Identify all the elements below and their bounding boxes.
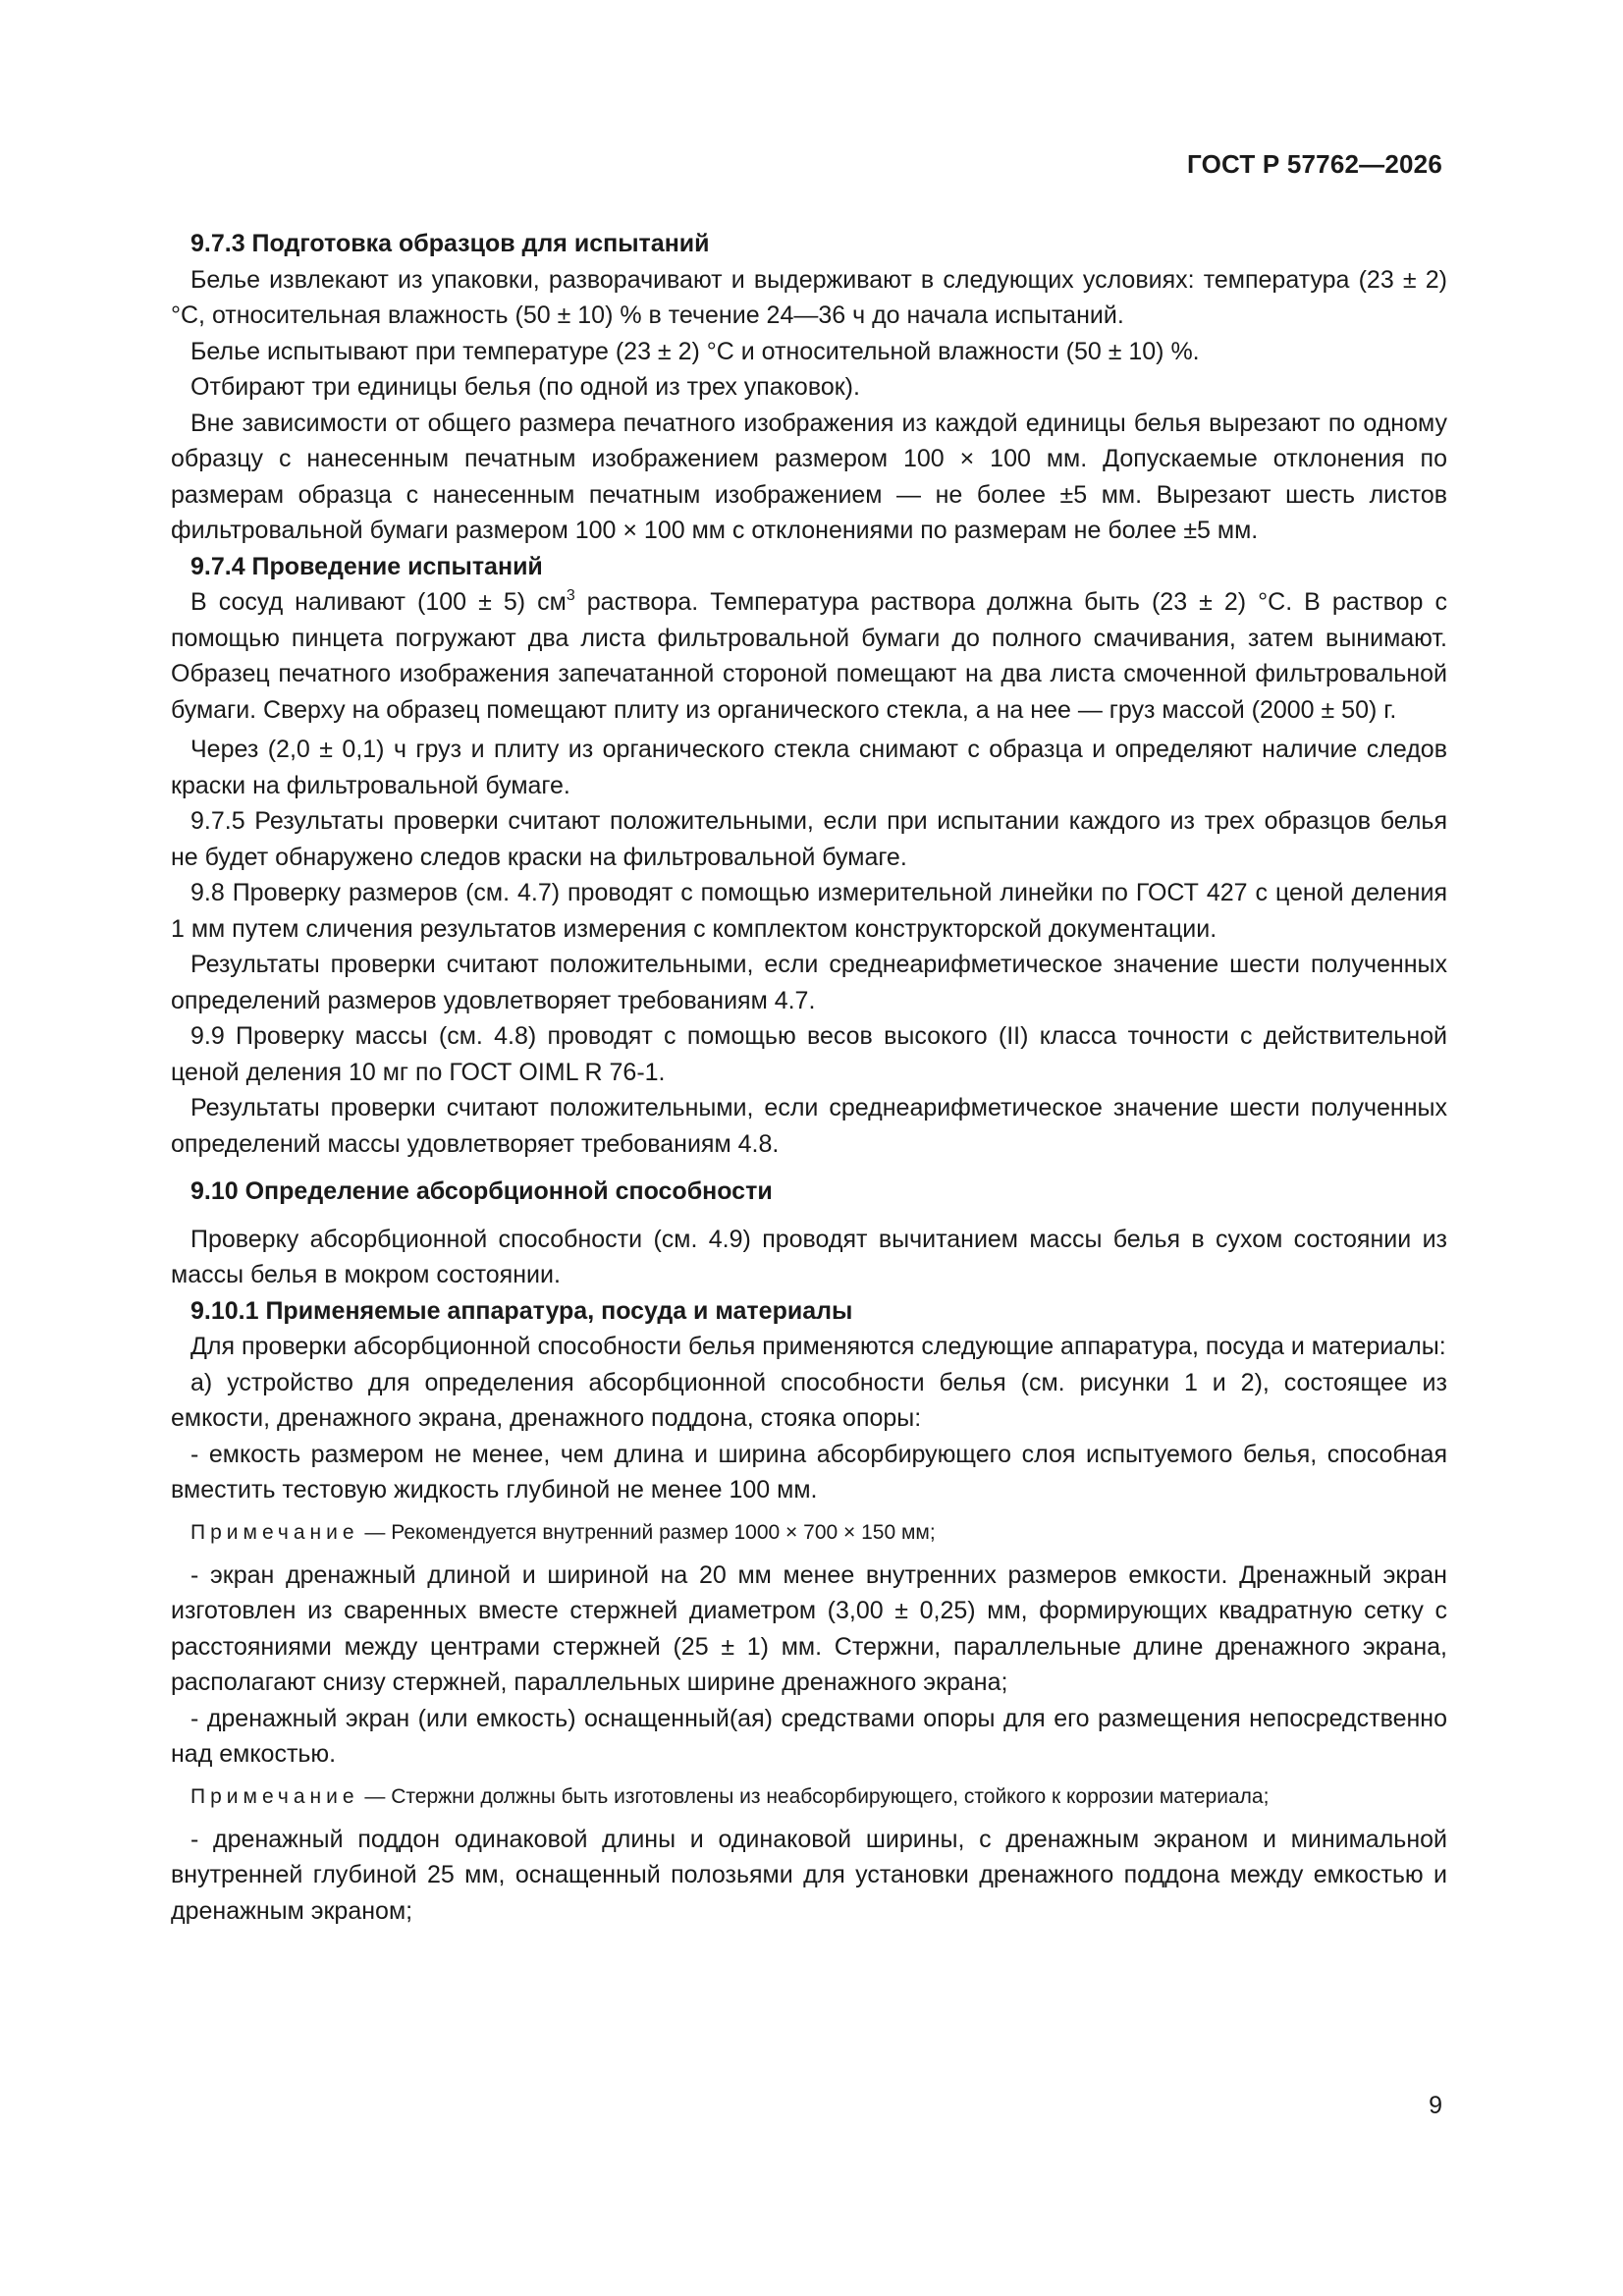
paragraph: Белье извлекают из упаковки, разворачивают и выдерживают в следующих условиях: температура (23 ± 2) °С, относительная влажность (50 ± 10) % в течение 24—36 ч до начала испытаний.: [171, 265, 1447, 329]
list-item: а) устройство для определения абсорбционной способности белья (см. рисунки 1 и 2), состоящее из емкости, дренажного экрана, дренажного поддона, стояка опоры:: [171, 1368, 1447, 1432]
list-item: - дренажный поддон одинаковой длины и одинаковой ширины, с дренажным экраном и минимальной внутренней глубиной 25 мм, оснащенный полозьями для установки дренажного поддона между емкостью и дренажным экраном;: [171, 1825, 1447, 1925]
paragraph-text: В сосуд наливают (100 ± 5) см: [190, 588, 567, 616]
paragraph: Результаты проверки считают положительными, если среднеарифметическое значение шести полученных определений размеров удовлетворяет требованиям 4.7.: [171, 951, 1447, 1014]
page-number: 9: [1429, 2092, 1442, 2119]
list-item: - емкость размером не менее, чем длина и ширина абсорбирующего слоя испытуемого белья, способная вместить тестовую жидкость глубиной не менее 100 мм.: [171, 1440, 1447, 1503]
note-label: Примечание: [190, 1520, 359, 1544]
section-heading-9-10-1: 9.10.1 Применяемые аппаратура, посуда и материалы: [190, 1296, 853, 1325]
paragraph: Белье испытывают при температуре (23 ± 2) °С и относительной влажности (50 ± 10) %.: [190, 337, 1200, 365]
note-text: — Стержни должны быть изготовлены из неабсорбирующего, стойкого к коррозии материала;: [358, 1784, 1270, 1808]
document-code: ГОСТ Р 57762—2026: [1187, 149, 1442, 179]
note-text: — Рекомендуется внутренний размер 1000 × 700 × 150 мм;: [358, 1520, 936, 1544]
paragraph: Для проверки абсорбционной способности белья применяются следующие аппаратура, посуда и материалы:: [190, 1333, 1446, 1360]
paragraph: Вне зависимости от общего размера печатного изображения из каждой единицы белья вырезают по одному образцу с нанесенным печатным изображением размером 100 × 100 мм. Допускаемые отклонения по размерам образца с нанесенным печатным изображением — не более ±5 мм. Вырезают шесть листов фильтровальной бумаги размером 100 × 100 мм с отклонениями по размерам не более ±5 мм.: [171, 409, 1447, 544]
section-heading-9-10: 9.10 Определение абсорбционной способности: [190, 1177, 773, 1205]
list-item: - экран дренажный длиной и шириной на 20 мм менее внутренних размеров емкости. Дренажный экран изготовлен из сваренных вместе стержней диаметром (3,00 ± 0,25) мм, формирующих квадратную сетку с расстояниями между центрами стержней (25 ± 1) мм. Стержни, параллельные длине дренажного экрана, располагают снизу стержней, параллельных ширине дренажного экрана;: [171, 1560, 1447, 1696]
paragraph: 9.7.5 Результаты проверки считают положительными, если при испытании каждого из трех образцов белья не будет обнаружено следов краски на фильтровальной бумаге.: [171, 807, 1447, 871]
list-item: - дренажный экран (или емкость) оснащенный(ая) средствами опоры для его размещения непосредственно над емкостью.: [171, 1704, 1447, 1768]
paragraph: 9.8 Проверку размеров (см. 4.7) проводят с помощью измерительной линейки по ГОСТ 427 с ценой деления 1 мм путем сличения результатов измерения с комплектом конструкторской документации.: [171, 879, 1447, 943]
document-body: [171, 226, 1447, 1929]
note: [171, 1518, 1447, 1548]
paragraph: 9.9 Проверку массы (см. 4.8) проводят с помощью весов высокого (II) класса точности с действительной ценой деления 10 мг по ГОСТ OIML R 76-1.: [171, 1022, 1447, 1086]
note-label: Примечание: [190, 1784, 359, 1808]
paragraph: [171, 584, 1447, 728]
note: [171, 1782, 1447, 1812]
section-heading-9-7-3: 9.7.3 Подготовка образцов для испытаний: [190, 230, 710, 257]
paragraph-text: раствора. Температура раствора должна быть (23 ± 2) °С. В раствор с помощью пинцета погружают два листа фильтровальной бумаги до полного смачивания, затем вынимают. Образец печатного изображения запечатанной стороной помещают на два листа смоченной фильтровальной бумаги. Сверху на образец помещают плиту из органического стекла, а на нее — груз массой (2000 ± 50) г.: [171, 588, 1447, 724]
paragraph: Результаты проверки считают положительными, если среднеарифметическое значение шести полученных определений массы удовлетворяет требованиям 4.8.: [171, 1094, 1447, 1158]
paragraph: Проверку абсорбционной способности (см. 4.9) проводят вычитанием массы белья в сухом состоянии из массы белья в мокром состоянии.: [171, 1225, 1447, 1288]
paragraph: Через (2,0 ± 0,1) ч груз и плиту из органического стекла снимают с образца и определяют наличие следов краски на фильтровальной бумаге.: [171, 736, 1447, 799]
section-heading-9-7-4: 9.7.4 Проведение испытаний: [190, 552, 543, 580]
superscript: 3: [566, 587, 575, 604]
paragraph: Отбирают три единицы белья (по одной из трех упаковок).: [190, 373, 860, 401]
